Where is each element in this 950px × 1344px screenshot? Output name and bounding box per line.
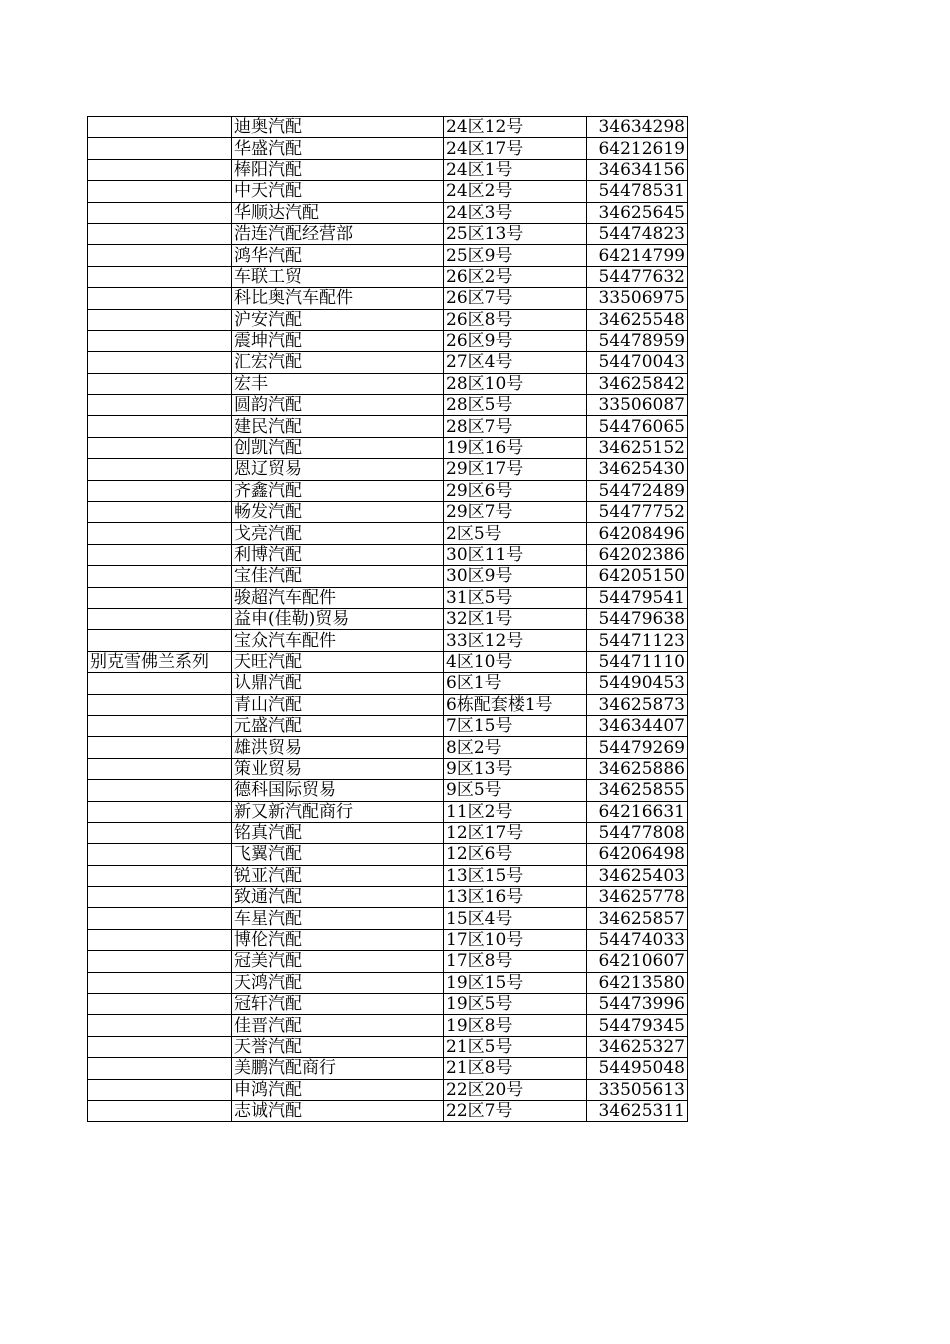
category-cell (88, 822, 232, 843)
category-cell (88, 1058, 232, 1079)
category-cell (88, 1079, 232, 1100)
address-cell: 26区8号 (444, 309, 587, 330)
phone-cell: 33505613 (587, 1079, 688, 1100)
category-cell (88, 1036, 232, 1057)
category-cell (88, 223, 232, 244)
phone-cell: 34625430 (587, 459, 688, 480)
table-row (88, 1036, 688, 1057)
supplier-name-cell: 致通汽配 (232, 887, 444, 908)
supplier-name-cell: 天鸿汽配 (232, 972, 444, 993)
phone-cell: 34634156 (587, 159, 688, 180)
category-cell (88, 865, 232, 886)
table-row (88, 801, 688, 822)
category-cell (88, 1015, 232, 1036)
phone-cell: 64202386 (587, 544, 688, 565)
category-cell (88, 138, 232, 159)
supplier-name-cell: 车星汽配 (232, 908, 444, 929)
table-row (88, 587, 688, 608)
category-cell (88, 737, 232, 758)
supplier-name-cell: 鸿华汽配 (232, 245, 444, 266)
category-cell (88, 587, 232, 608)
address-cell: 29区6号 (444, 480, 587, 501)
table-row (88, 459, 688, 480)
table-row (88, 181, 688, 202)
table-row (88, 309, 688, 330)
address-cell: 24区12号 (444, 117, 587, 138)
supplier-name-cell: 冠美汽配 (232, 951, 444, 972)
supplier-name-cell: 天旺汽配 (232, 651, 444, 672)
phone-cell: 64216631 (587, 801, 688, 822)
address-cell: 32区1号 (444, 608, 587, 629)
category-cell (88, 395, 232, 416)
phone-cell: 34625645 (587, 202, 688, 223)
address-cell: 13区16号 (444, 887, 587, 908)
supplier-name-cell: 华盛汽配 (232, 138, 444, 159)
supplier-name-cell: 元盛汽配 (232, 715, 444, 736)
phone-cell: 34634298 (587, 117, 688, 138)
table-row (88, 223, 688, 244)
supplier-name-cell: 浩连汽配经营部 (232, 223, 444, 244)
category-cell (88, 288, 232, 309)
supplier-name-cell: 益申(佳勒)贸易 (232, 608, 444, 629)
address-cell: 6区1号 (444, 673, 587, 694)
address-cell: 2区5号 (444, 523, 587, 544)
address-cell: 30区9号 (444, 566, 587, 587)
category-cell (88, 951, 232, 972)
table-row (88, 266, 688, 287)
address-cell: 7区15号 (444, 715, 587, 736)
address-cell: 28区5号 (444, 395, 587, 416)
phone-cell: 64205150 (587, 566, 688, 587)
table-row (88, 416, 688, 437)
category-cell (88, 801, 232, 822)
table-row (88, 929, 688, 950)
address-cell: 31区5号 (444, 587, 587, 608)
phone-cell: 34625548 (587, 309, 688, 330)
phone-cell: 54477808 (587, 822, 688, 843)
table-row (88, 202, 688, 223)
supplier-name-cell: 骏超汽车配件 (232, 587, 444, 608)
address-cell: 17区10号 (444, 929, 587, 950)
phone-cell: 34634407 (587, 715, 688, 736)
address-cell: 27区4号 (444, 352, 587, 373)
supplier-name-cell: 德科国际贸易 (232, 780, 444, 801)
category-cell (88, 780, 232, 801)
category-cell (88, 245, 232, 266)
address-cell: 6栋配套楼1号 (444, 694, 587, 715)
supplier-name-cell: 飞翼汽配 (232, 844, 444, 865)
category-cell (88, 844, 232, 865)
table-row (88, 951, 688, 972)
phone-cell: 54477752 (587, 502, 688, 523)
category-cell (88, 929, 232, 950)
category-cell (88, 202, 232, 223)
table-row (88, 673, 688, 694)
supplier-name-cell: 科比奥汽车配件 (232, 288, 444, 309)
address-cell: 26区9号 (444, 330, 587, 351)
supplier-name-cell: 博伦汽配 (232, 929, 444, 950)
table-row (88, 159, 688, 180)
address-cell: 30区11号 (444, 544, 587, 565)
table-row (88, 1015, 688, 1036)
address-cell: 19区15号 (444, 972, 587, 993)
address-cell: 8区2号 (444, 737, 587, 758)
table-row (88, 630, 688, 651)
supplier-name-cell: 圆韵汽配 (232, 395, 444, 416)
category-cell (88, 608, 232, 629)
table-row (88, 822, 688, 843)
supplier-name-cell: 华顺达汽配 (232, 202, 444, 223)
phone-cell: 54476065 (587, 416, 688, 437)
address-cell: 12区6号 (444, 844, 587, 865)
supplier-name-cell: 宝佳汽配 (232, 566, 444, 587)
category-cell (88, 523, 232, 544)
supplier-name-cell: 车联工贸 (232, 266, 444, 287)
table-row (88, 395, 688, 416)
supplier-name-cell: 宝众汽车配件 (232, 630, 444, 651)
phone-cell: 54490453 (587, 673, 688, 694)
phone-cell: 64214799 (587, 245, 688, 266)
supplier-name-cell: 天誉汽配 (232, 1036, 444, 1057)
phone-cell: 34625311 (587, 1100, 688, 1121)
phone-cell: 54472489 (587, 480, 688, 501)
table-row (88, 865, 688, 886)
address-cell: 29区7号 (444, 502, 587, 523)
category-cell (88, 994, 232, 1015)
address-cell: 19区5号 (444, 994, 587, 1015)
address-cell: 9区5号 (444, 780, 587, 801)
table-row (88, 651, 688, 672)
table-row (88, 566, 688, 587)
table-row (88, 994, 688, 1015)
address-cell: 19区16号 (444, 437, 587, 458)
address-cell: 26区2号 (444, 266, 587, 287)
phone-cell: 54478959 (587, 330, 688, 351)
phone-cell: 54479638 (587, 608, 688, 629)
table-row (88, 330, 688, 351)
category-cell (88, 887, 232, 908)
table-row (88, 758, 688, 779)
category-cell (88, 673, 232, 694)
phone-cell: 33506975 (587, 288, 688, 309)
category-cell (88, 630, 232, 651)
category-cell (88, 972, 232, 993)
address-cell: 24区1号 (444, 159, 587, 180)
table-row (88, 887, 688, 908)
phone-cell: 54474033 (587, 929, 688, 950)
address-cell: 28区10号 (444, 373, 587, 394)
phone-cell: 64213580 (587, 972, 688, 993)
category-cell (88, 373, 232, 394)
table-row (88, 502, 688, 523)
phone-cell: 64210607 (587, 951, 688, 972)
phone-cell: 54479345 (587, 1015, 688, 1036)
address-cell: 13区15号 (444, 865, 587, 886)
phone-cell: 64208496 (587, 523, 688, 544)
table-row (88, 480, 688, 501)
supplier-name-cell: 畅发汽配 (232, 502, 444, 523)
category-cell (88, 117, 232, 138)
table-row (88, 373, 688, 394)
supplier-name-cell: 戈亮汽配 (232, 523, 444, 544)
table-row (88, 780, 688, 801)
table-row (88, 138, 688, 159)
address-cell: 17区8号 (444, 951, 587, 972)
category-cell (88, 715, 232, 736)
category-cell (88, 266, 232, 287)
address-cell: 25区9号 (444, 245, 587, 266)
table-row (88, 1100, 688, 1121)
address-cell: 15区4号 (444, 908, 587, 929)
supplier-name-cell: 利博汽配 (232, 544, 444, 565)
address-cell: 28区7号 (444, 416, 587, 437)
phone-cell: 54471123 (587, 630, 688, 651)
supplier-name-cell: 佳晋汽配 (232, 1015, 444, 1036)
phone-cell: 34625842 (587, 373, 688, 394)
address-cell: 9区13号 (444, 758, 587, 779)
phone-cell: 54479541 (587, 587, 688, 608)
phone-cell: 34625886 (587, 758, 688, 779)
category-cell (88, 566, 232, 587)
supplier-name-cell: 棒阳汽配 (232, 159, 444, 180)
supplier-name-cell: 志诚汽配 (232, 1100, 444, 1121)
supplier-name-cell: 冠轩汽配 (232, 994, 444, 1015)
supplier-name-cell: 锐亚汽配 (232, 865, 444, 886)
phone-cell: 34625855 (587, 780, 688, 801)
category-cell (88, 352, 232, 373)
phone-cell: 64206498 (587, 844, 688, 865)
address-cell: 4区10号 (444, 651, 587, 672)
category-cell (88, 416, 232, 437)
address-cell: 24区17号 (444, 138, 587, 159)
address-cell: 19区8号 (444, 1015, 587, 1036)
address-cell: 12区17号 (444, 822, 587, 843)
address-cell: 29区17号 (444, 459, 587, 480)
table-row (88, 715, 688, 736)
table-row (88, 437, 688, 458)
table-row (88, 245, 688, 266)
category-cell (88, 544, 232, 565)
phone-cell: 33506087 (587, 395, 688, 416)
category-cell (88, 309, 232, 330)
category-cell (88, 330, 232, 351)
phone-cell: 34625403 (587, 865, 688, 886)
category-cell (88, 694, 232, 715)
table-row (88, 694, 688, 715)
table-row (88, 352, 688, 373)
category-cell (88, 437, 232, 458)
phone-cell: 34625152 (587, 437, 688, 458)
category-cell (88, 758, 232, 779)
parts-supplier-table (87, 116, 688, 1122)
phone-cell: 34625857 (587, 908, 688, 929)
table-row (88, 544, 688, 565)
supplier-name-cell: 铭真汽配 (232, 822, 444, 843)
table-row (88, 972, 688, 993)
phone-cell: 54471110 (587, 651, 688, 672)
address-cell: 24区2号 (444, 181, 587, 202)
table-row (88, 608, 688, 629)
phone-cell: 54473996 (587, 994, 688, 1015)
supplier-name-cell: 认鼎汽配 (232, 673, 444, 694)
category-cell (88, 480, 232, 501)
address-cell: 22区7号 (444, 1100, 587, 1121)
address-cell: 21区8号 (444, 1058, 587, 1079)
category-cell (88, 502, 232, 523)
phone-cell: 54470043 (587, 352, 688, 373)
table-row (88, 737, 688, 758)
address-cell: 25区13号 (444, 223, 587, 244)
category-cell (88, 908, 232, 929)
supplier-name-cell: 齐鑫汽配 (232, 480, 444, 501)
supplier-name-cell: 建民汽配 (232, 416, 444, 437)
supplier-name-cell: 策业贸易 (232, 758, 444, 779)
category-cell (88, 181, 232, 202)
category-cell (88, 1100, 232, 1121)
table-body (88, 117, 688, 1122)
phone-cell: 34625778 (587, 887, 688, 908)
table-row (88, 908, 688, 929)
supplier-name-cell: 新又新汽配商行 (232, 801, 444, 822)
phone-cell: 34625873 (587, 694, 688, 715)
address-cell: 11区2号 (444, 801, 587, 822)
supplier-name-cell: 创凯汽配 (232, 437, 444, 458)
address-cell: 24区3号 (444, 202, 587, 223)
phone-cell: 34625327 (587, 1036, 688, 1057)
supplier-name-cell: 申鸿汽配 (232, 1079, 444, 1100)
table-row (88, 288, 688, 309)
phone-cell: 54479269 (587, 737, 688, 758)
supplier-name-cell: 雄洪贸易 (232, 737, 444, 758)
category-cell (88, 159, 232, 180)
address-cell: 21区5号 (444, 1036, 587, 1057)
supplier-name-cell: 美鹏汽配商行 (232, 1058, 444, 1079)
supplier-name-cell: 中天汽配 (232, 181, 444, 202)
supplier-name-cell: 恩辽贸易 (232, 459, 444, 480)
phone-cell: 54478531 (587, 181, 688, 202)
table-row (88, 523, 688, 544)
phone-cell: 64212619 (587, 138, 688, 159)
supplier-name-cell: 汇宏汽配 (232, 352, 444, 373)
table-row (88, 1058, 688, 1079)
table-row (88, 117, 688, 138)
address-cell: 33区12号 (444, 630, 587, 651)
supplier-name-cell: 迪奥汽配 (232, 117, 444, 138)
category-cell: 别克雪佛兰系列 (88, 651, 232, 672)
phone-cell: 54474823 (587, 223, 688, 244)
supplier-name-cell: 震坤汽配 (232, 330, 444, 351)
supplier-name-cell: 青山汽配 (232, 694, 444, 715)
table-row (88, 1079, 688, 1100)
address-cell: 22区20号 (444, 1079, 587, 1100)
table-row (88, 844, 688, 865)
address-cell: 26区7号 (444, 288, 587, 309)
supplier-name-cell: 宏丰 (232, 373, 444, 394)
phone-cell: 54477632 (587, 266, 688, 287)
phone-cell: 54495048 (587, 1058, 688, 1079)
category-cell (88, 459, 232, 480)
supplier-name-cell: 沪安汽配 (232, 309, 444, 330)
